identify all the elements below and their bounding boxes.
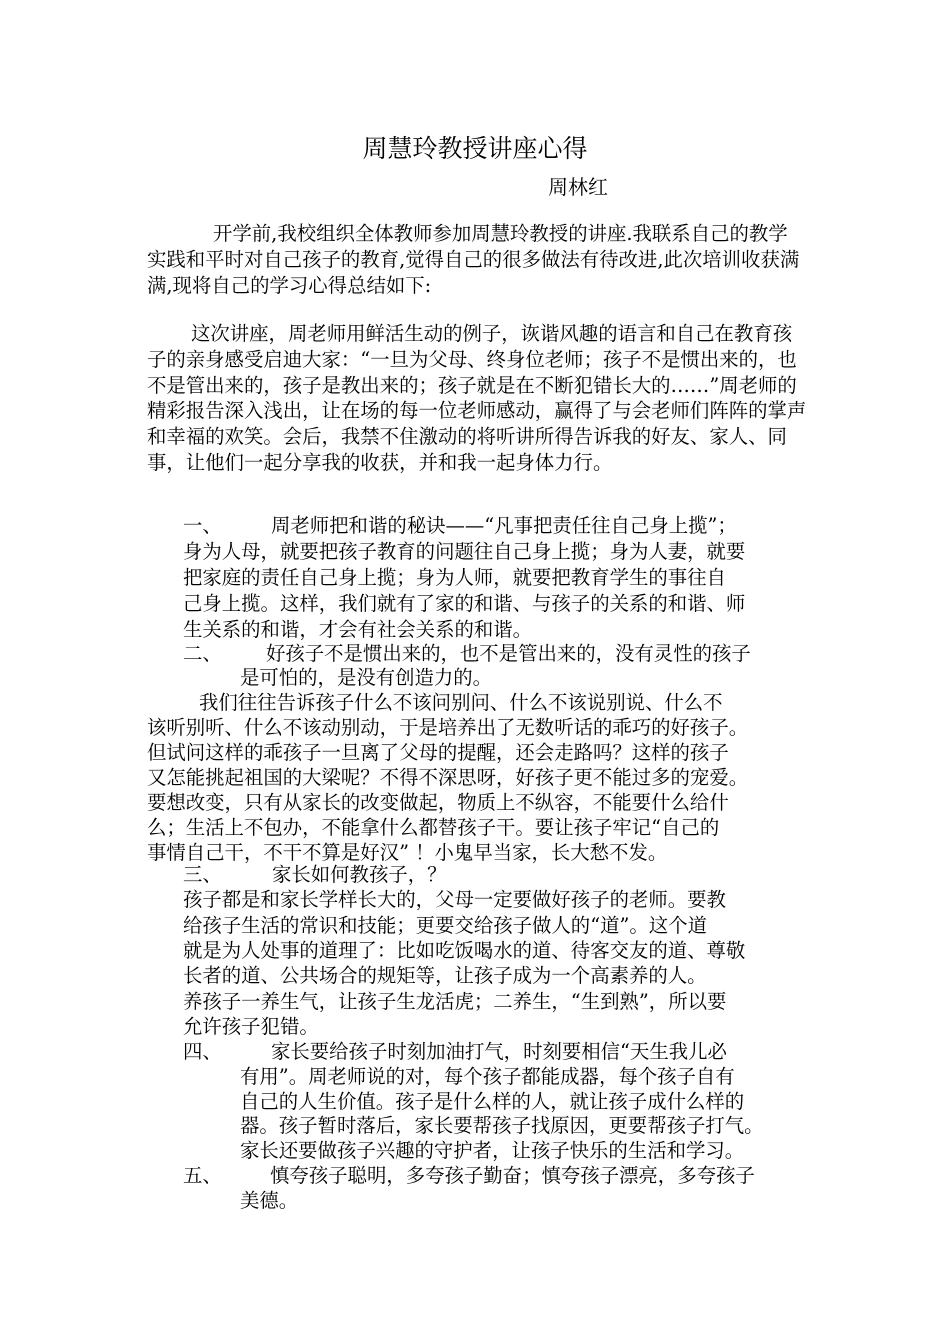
document-title: 周慧玲教授讲座心得: [362, 134, 588, 163]
section-line: 自己的人生价值。孩子是什么样的人，就让孩子成什么样的: [240, 1090, 745, 1113]
author-name: 周林红: [548, 175, 608, 199]
section-line: 器。孩子暂时落后，家长要帮孩子找原因，更要帮孩子打气。: [240, 1114, 764, 1137]
section-line: 家长要给孩子时刻加油打气，时刻要相信“天生我儿必: [271, 1040, 727, 1063]
section-number: 四、: [183, 1040, 222, 1063]
section-number: 三、: [183, 863, 222, 886]
section-line: 是可怕的，是没有创造力的。: [240, 666, 493, 689]
intro-paragraph: 开学前,我校组织全体教师参加周慧玲教授的讲座.我联系自己的教学实践和平时对自己孩子的教育,觉得自己的很多做法有待改进,此次培训收获满满,现将自己的学习心得总结如下:: [147, 222, 800, 297]
body-line: 么；生活上不包办，不能拿什么都替孩子干。要让孩子牢记“自己的: [147, 816, 720, 839]
body-line: 孩子都是和家长学样长大的，父母一定要做好孩子的老师。要教: [183, 888, 726, 911]
section-line: 家长还要做孩子兴趣的守护者，让孩子快乐的生活和学习。: [240, 1139, 745, 1162]
body-line: 要想改变，只有从家长的改变做起，物质上不纵容，不能要什么给什: [147, 791, 729, 814]
body-line: 我们往往告诉孩子什么不该问别问、什么不该说别说、什么不: [199, 691, 723, 714]
section-line: 有用”。周老师说的对，每个孩子都能成器，每个孩子自有: [240, 1065, 735, 1088]
body-line: 但试问这样的乖孩子一旦离了父母的提醒，还会走路吗？这样的孩子: [147, 741, 729, 764]
section-line: 慎夸孩子聪明，多夸孩子勤奋；慎夸孩子漂亮，多夸孩子: [270, 1164, 755, 1187]
section-line: 己身上揽。这样，我们就有了家的和谐、与孩子的关系的和谐、师: [183, 592, 746, 615]
body-line: 允许孩子犯错。: [183, 1015, 319, 1038]
section-number: 一、: [183, 514, 222, 537]
section-number: 二、: [183, 642, 222, 665]
section-line: 身为人母，就要把孩子教育的问题往自己身上揽；身为人妻，就要: [183, 540, 746, 563]
section-number: 五、: [183, 1164, 222, 1187]
section-line: 把家庭的责任自己身上揽；身为人师，就要把教育学生的事往自: [183, 566, 726, 589]
section-line: 好孩子不是惯出来的，也不是管出来的，没有灵性的孩子: [266, 642, 751, 665]
section-line: 美德。: [240, 1189, 299, 1212]
body-line: 事情自己干，不干不算是好汉” ！小鬼早当家，长大愁不发。: [147, 841, 668, 864]
section-line: 生关系的和谐，才会有社会关系的和谐。: [183, 618, 533, 641]
body-line: 给孩子生活的常识和技能；更要交给孩子做人的“道”。这个道: [183, 914, 707, 937]
body-line: 该听别听、什么不该动别动，于是培养出了无数听话的乖巧的好孩子。: [147, 716, 749, 739]
body-line: 养孩子一养生气，让孩子生龙活虎；二养生，“生到熟”，所以要: [183, 990, 727, 1013]
body-line: 长者的道、公共场合的规矩等，让孩子成为一个高素养的人。: [183, 964, 707, 987]
lecture-summary-paragraph: 这次讲座，周老师用鲜活生动的例子，诙谐风趣的语言和自己在教育孩子的亲身感受启迪大家：“一旦为父母、终身位老师；孩子不是惯出来的，也不是管出来的，孩子是教出来的；孩子就是在不断犯错长大的……”周老师的精彩报告深入浅出，让在场的每一位老师感动，赢得了与会老师们阵阵的掌声和幸福的欢笑。会后，我禁不住激动的将听讲所得告诉我的好友、家人、同事，让他们一起分享我的收获，并和我一起身体力行。: [147, 322, 807, 474]
body-line: 又怎能挑起祖国的大梁呢？不得不深思呀，好孩子更不能过多的宠爱。: [147, 766, 749, 789]
section-line: 家长如何教孩子，？: [272, 863, 447, 886]
section-line: 周老师把和谐的秘诀——“凡事把责任往自己身上揽”；: [271, 514, 737, 537]
body-line: 就是为人处事的道理了：比如吃饭喝水的道、待客交友的道、尊敬: [183, 939, 746, 962]
